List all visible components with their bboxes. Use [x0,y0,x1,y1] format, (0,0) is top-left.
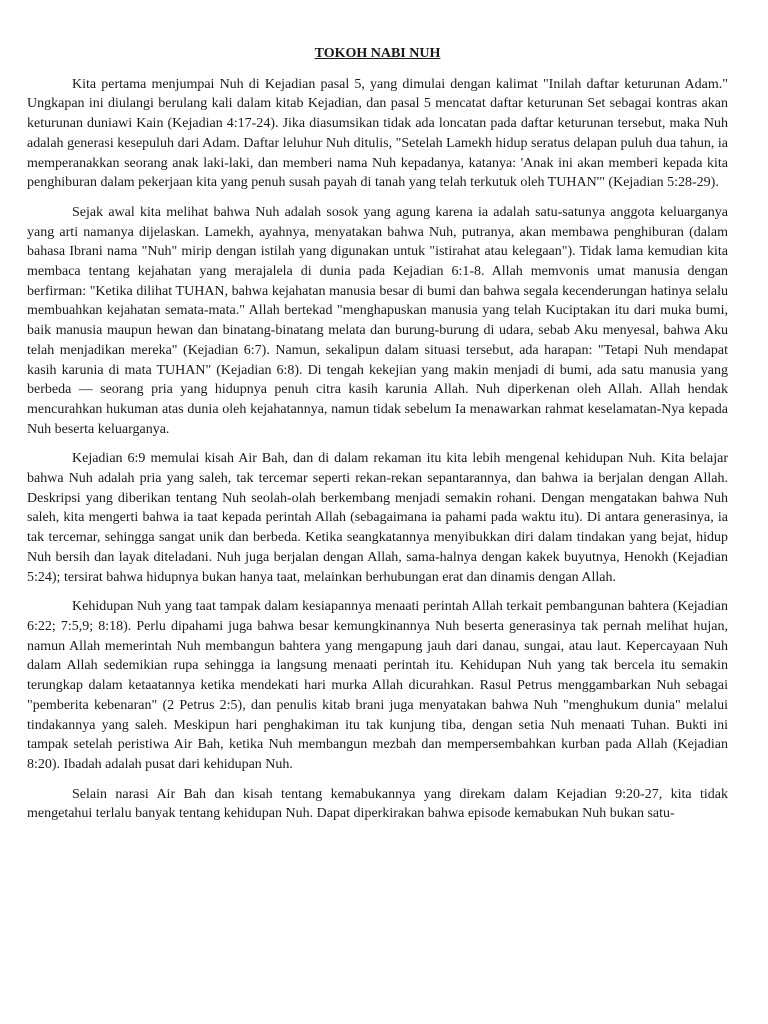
paragraph-3: Kejadian 6:9 memulai kisah Air Bah, dan di dalam rekaman itu kita lebih mengenal kehidupan Nuh. Kita belajar bahwa Nuh adalah pria yang saleh, tak tercemar seperti rekan-rekan sepantarannya, dan bahwa ia berjalan dengan Allah. Deskripsi yang diberikan tentang Nuh seolah-olah berkembang menjadi semakin rohani. Dengan mengatakan bahwa Nuh saleh, kita mengerti bahwa ia taat kepada perintah Allah (sebagaimana ia pahami pada waktu itu). Di antara generasinya, ia tak tercemar, sehingga sangat unik dan berbeda. Ketika seangkatannya menyibukkan diri dalam tindakan yang bejat, hidup Nuh bersih dan layak diteladani. Nuh juga berjalan dengan Allah, sama-halnya dengan kakek buyutnya, Henokh (Kejadian 5:24); tersirat bahwa hidupnya bukan hanya taat, melainkan berhubungan erat dan dinamis dengan Allah. [27,451,728,585]
paragraph-2: Sejak awal kita melihat bahwa Nuh adalah sosok yang agung karena ia adalah satu-satunya anggota keluarganya yang arti namanya dijelaskan. Lamekh, ayahnya, menyatakan bahwa Nuh, putranya, akan membawa penghiburan (dalam bahasa Ibrani nama "Nuh" mirip dengan istilah yang digunakan untuk "istirahat atau kelegaan"). Tidak lama kemudian kita membaca tentang kejahatan yang merajalela di dunia pada Kejadian 6:1-8. Allah memvonis umat manusia dengan berfirman: "Ketika dilihat TUHAN, bahwa kejahatan manusia besar di bumi dan bahwa segala kecenderungan hatinya selalu membuahkan kejahatan semata-mata." Allah bertekad "menghapuskan manusia yang telah Kuciptakan itu dari muka bumi, baik manusia maupun hewan dan binatang-binatang melata dan burung-burung di udara, sebab Aku menyesal, bahwa Aku telah menjadikan mereka" (Kejadian 6:7). Namun, sekalipun dalam situasi tersebut, ada harapan: "Tetapi Nuh mendapat kasih karunia di mata TUHAN" (Kejadian 6:8). Di tengah kekejian yang makin menjadi di bumi, ada satu manusia yang berbeda — seorang pria yang hidupnya penuh citra kasih karunia Allah. Nuh diperkenan oleh Allah. Allah hendak mencurahkan hukuman atas dunia oleh kejahatannya, namun tidak sebelum Ia menawarkan rahmat keselamatan-Nya kepada Nuh beserta keluarganya. [27,204,728,437]
paragraph-5: Selain narasi Air Bah dan kisah tentang kemabukannya yang direkam dalam Kejadian 9:20-27, kita tidak mengetahui terlalu banyak tentang kehidupan Nuh. Dapat diperkirakan bahwa episode kemabukan Nuh bukan satu- [27,786,728,822]
paragraph-4: Kehidupan Nuh yang taat tampak dalam kesiapannya menaati perintah Allah terkait pembangunan bahtera (Kejadian 6:22; 7:5,9; 8:18). Perlu dipahami juga bahwa besar kemungkinannya Nuh beserta generasinya tak pernah melihat hujan, namun Allah memerintah Nuh membangun bahtera yang mengapung jauh dari danau, sungai, atau laut. Kepercayaan Nuh dalam Allah sedemikian rupa sehingga ia langsung menaati perintah itu. Kehidupan Nuh yang tak bercela itu semakin terungkap dalam ketaatannya ketika mendekati hari murka Allah dicurahkan. Rasul Petrus menggambarkan Nuh sebagai "pemberita kebenaran" (2 Petrus 2:5), dan penulis kitab brani juga menyatakan bahwa Nuh "menghukum dunia" melalui tindakannya yang saleh. Meskipun hari penghakiman itu tak kunjung tiba, dengan setia Nuh menaati Tuhan. Bukti ini tampak setelah peristiwa Air Bah, ketika Nuh membangun mezbah dan mempersembahkan kurban pada Allah (Kejadian 8:20). Ibadah adalah pusat dari kehidupan Nuh. [27,599,728,772]
document-title: TOKOH NABI NUH [314,46,441,61]
paragraph-1: Kita pertama menjumpai Nuh di Kejadian pasal 5, yang dimulai dengan kalimat "Inilah daftar keturunan Adam." Ungkapan ini diulangi berulang kali dalam kitab Kejadian, dan pasal 5 mencatat daftar keturunan Set sebagai kontras akan keturunan duniawi Kain (Kejadian 4:17-24). Jika diasumsikan tidak ada loncatan pada daftar keturunan tersebut, maka Nuh adalah generasi kesepuluh dari Adam. Daftar leluhur Nuh ditulis, "Setelah Lamekh hidup seratus delapan puluh dua tahun, ia memperanakkan seorang anak laki-laki, dan memberi nama Nuh kepadanya, katanya: 'Anak ini akan memberi kepada kita penghiburan dalam pekerjaan kita yang penuh susah payah di tanah yang telah terkutuk oleh TUHAN'" (Kejadian 5:28-29). [27,76,728,191]
document-page [27,44,728,834]
